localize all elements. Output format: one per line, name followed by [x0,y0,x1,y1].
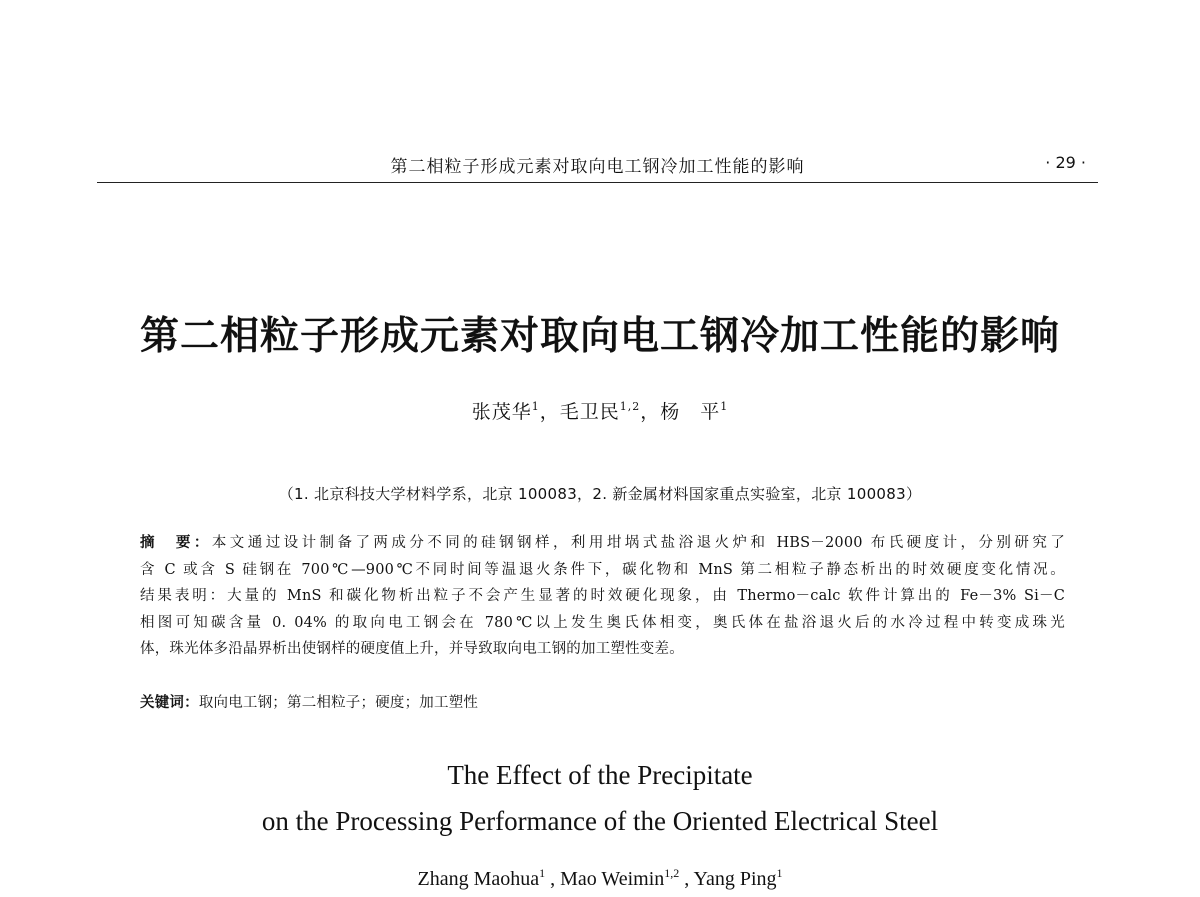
running-header [97,148,1098,183]
author-name: 杨 平 [660,401,721,423]
author-affiliation-mark: 1 [531,400,540,413]
chinese-authors: 张茂华$^1$，毛卫民$^{1,2}$，杨 平$^1$ [471,400,729,423]
author-name: Mao Weimin [560,868,665,890]
english-title-line-1: The Effect of the Precipitate [447,760,753,790]
abstract-text: 本文通过设计制备了两成分不同的硅钢钢样，利用坩埚式盐浴退火炉和 HBS－2000 布氏硬度计，分别研究了 [211,535,1065,551]
author-name: 毛卫民 [559,401,620,423]
chinese-title: 第二相粒子形成元素对取向电工钢冷加工性能的影响 [139,314,1060,359]
abstract-line: 体，珠光体多沿晶界析出使钢样的硬度值上升，并导致取向电工钢的加工塑性变差。 [140,641,684,657]
author-affiliation-mark: 1 [720,400,729,413]
keywords-label: 关键词： [140,695,199,711]
abstract [140,530,1065,663]
abstract-line: 含 C 或含 S 硅钢在 700℃—900℃不同时间等温退火条件下，碳化物和 MnS 第二相粒子静态析出的时效硬度变化情况。 [140,561,1065,578]
abstract-line [140,530,1065,557]
english-title-line-2: on the Processing Performance of the Oriented Electrical Steel [261,806,939,836]
page-number: · 29 · [1045,153,1086,172]
author-name: Zhang Maohua [417,868,540,890]
keywords [140,691,478,712]
keywords-text: 取向电工钢；第二相粒子；硬度；加工塑性 [198,695,479,711]
abstract-line: 结果表明：大量的 MnS 和碳化物析出粒子不会产生显著的时效硬化现象，由 Thermo－calc 软件计算出的 Fe－3% Si－C [140,588,1065,604]
author-affiliation-mark: 1,2 [619,400,641,413]
english-authors: Zhang Maohua$^1$ , Mao Weimin$^{1,2}$ , Yang Ping$^1$ [417,866,783,890]
author-name: Yang Ping [693,868,777,890]
author-affiliation-mark: 1 [776,866,783,880]
abstract-line: 相图可知碳含量 0. 04% 的取向电工钢会在 780℃以上发生奥氏体相变，奥氏体在盐浴退火后的水冷过程中转变成珠光 [140,614,1065,631]
author-affiliation-mark: 1,2 [664,866,680,880]
abstract-label: 摘 要： [140,535,212,551]
affiliation: （1. 北京科技大学材料学系，北京 100083，2. 新金属材料国家重点实验室，北京 100083） [278,485,922,503]
running-header-title: 第二相粒子形成元素对取向电工钢冷加工性能的影响 [390,157,805,177]
author-name: 张茂华 [471,401,532,423]
author-affiliation-mark: 1 [539,866,546,880]
